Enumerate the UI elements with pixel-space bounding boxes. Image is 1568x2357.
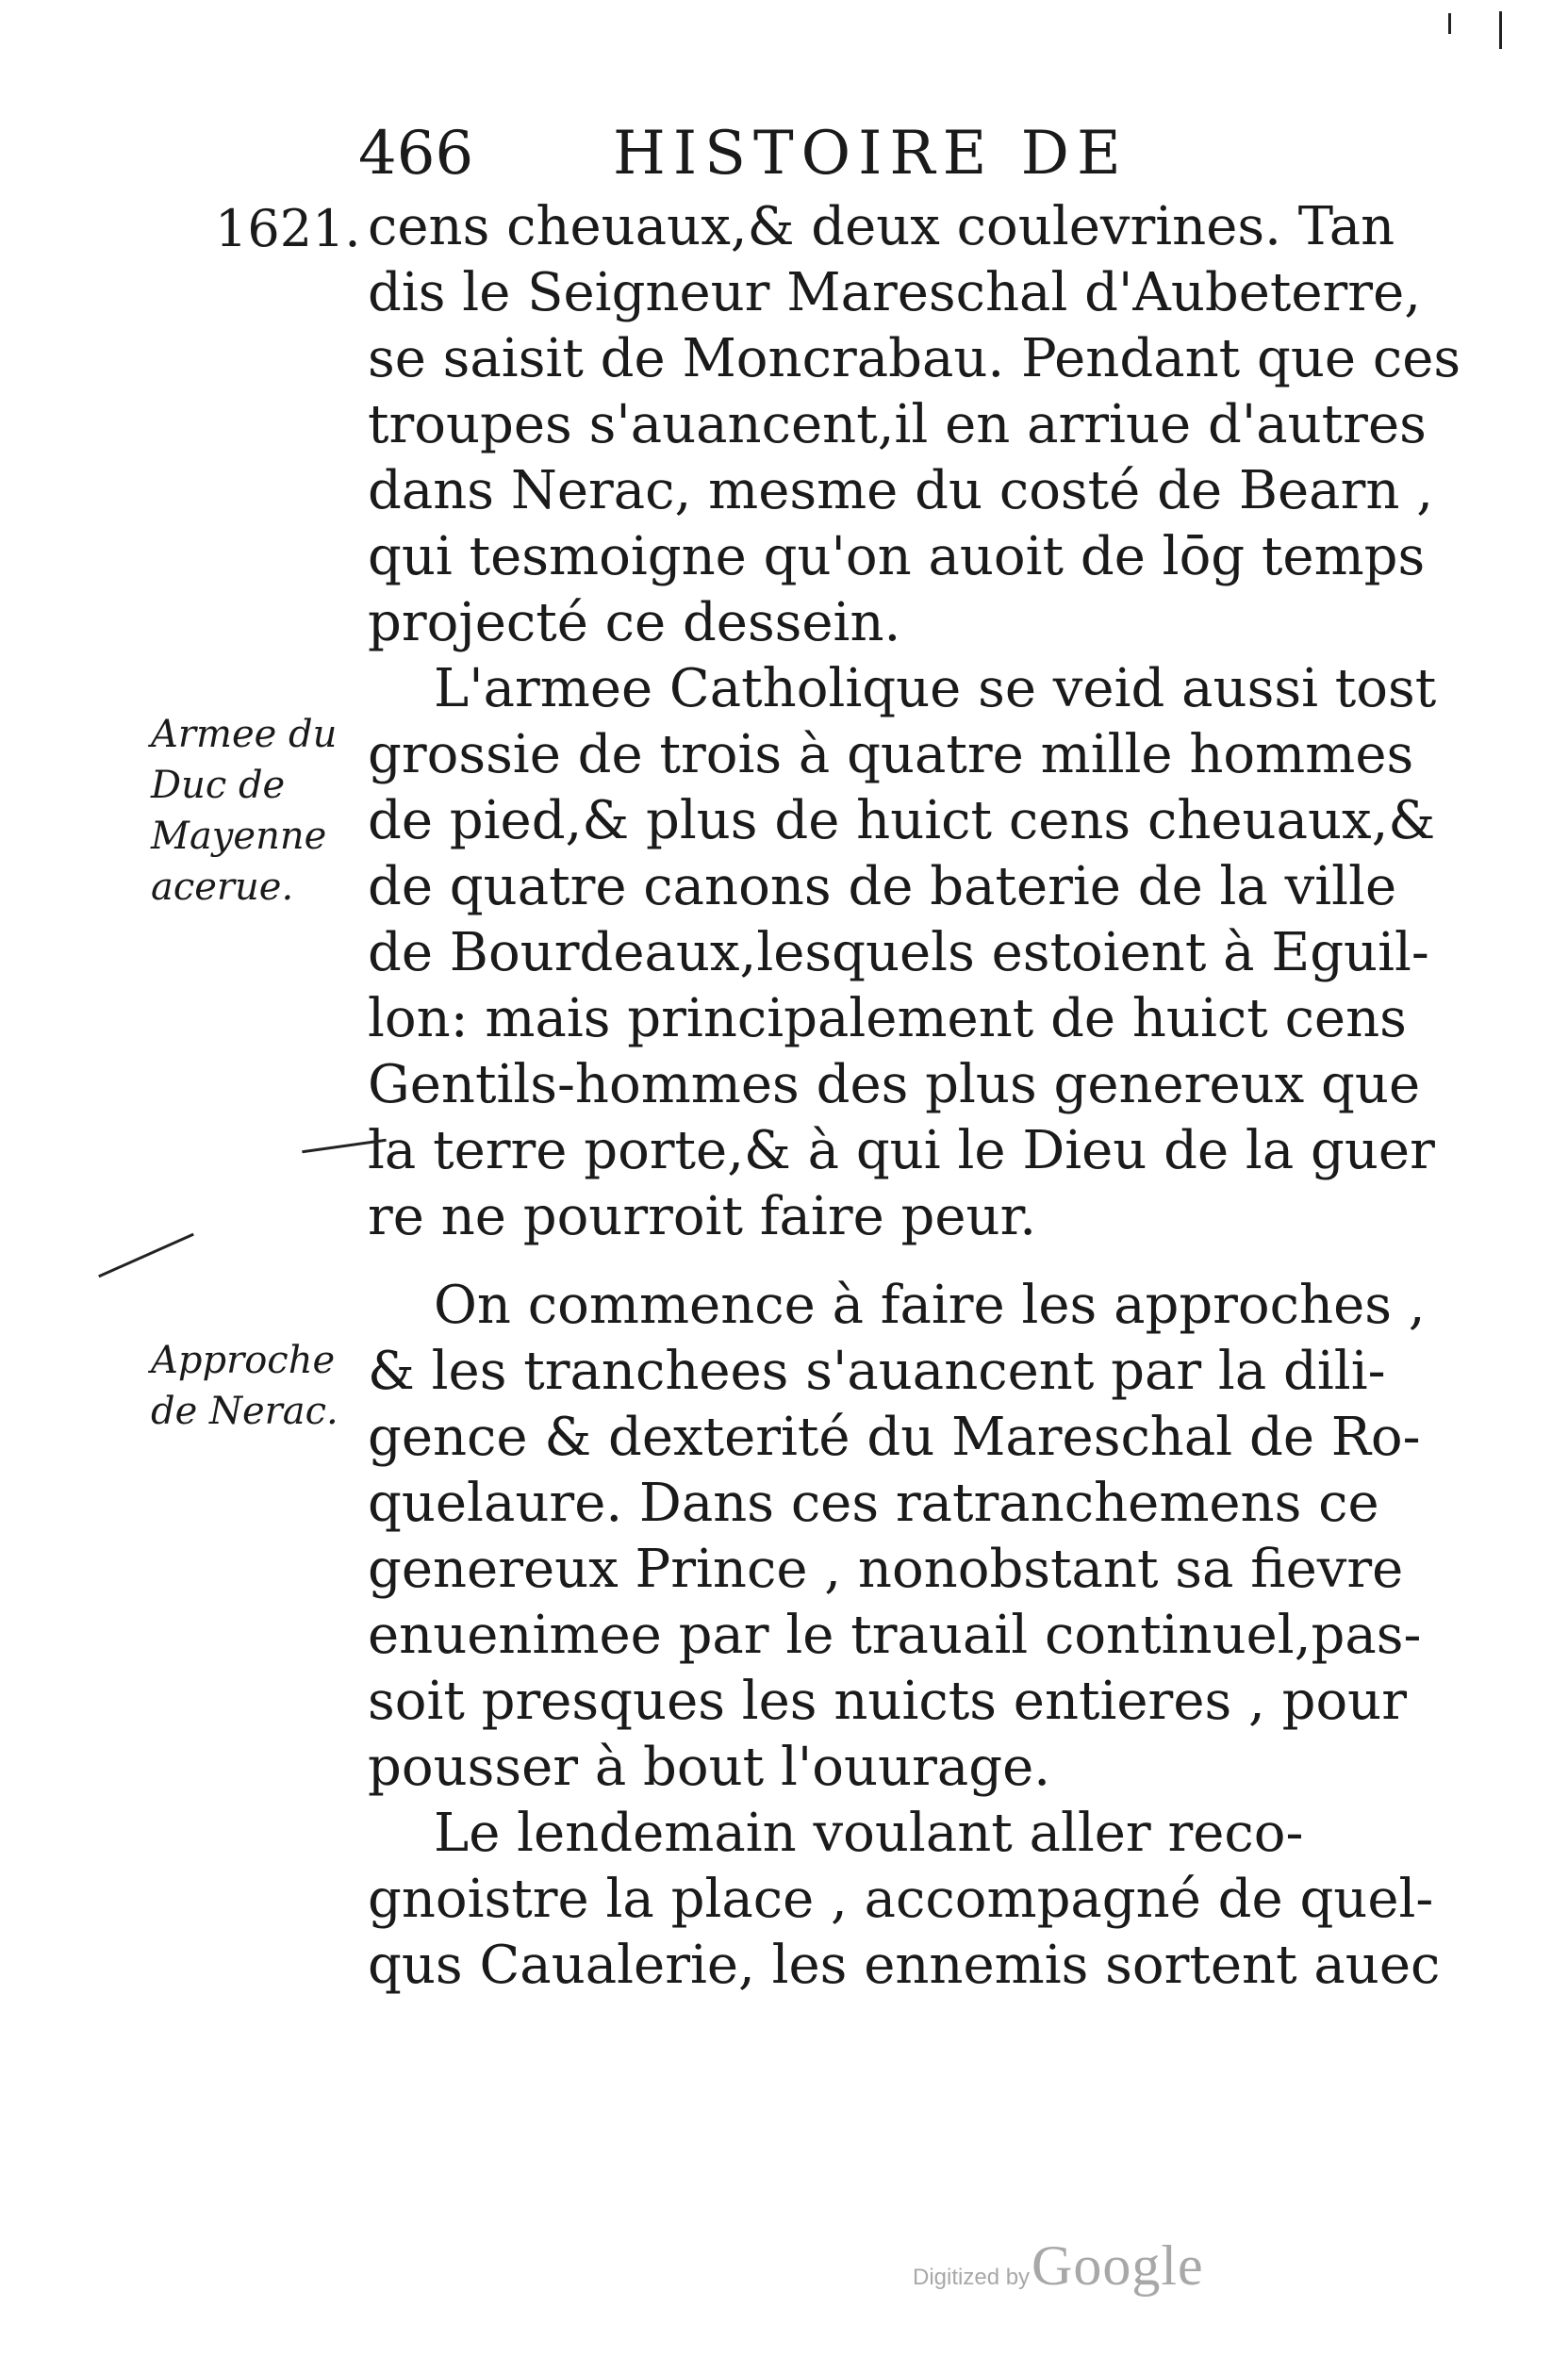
margin-note-approach <box>151 1335 338 1437</box>
text-line: projecté ce dessein. <box>368 592 901 653</box>
paragraph-2 <box>368 656 1437 1250</box>
digitized-by-google-watermark <box>913 2233 1243 2299</box>
text-line: soit presques les nuicts entieres , pour <box>368 1671 1408 1732</box>
pen-stroke-mark <box>98 1233 194 1277</box>
text-line: & les tranchees s'auancent par la dili- <box>368 1341 1386 1402</box>
text-line: de Bourdeaux,lesquels estoient à Eguil- <box>368 922 1429 983</box>
margin-note-line: Duc de <box>151 764 286 807</box>
text-line: pousser à bout l'ouurage. <box>368 1737 1051 1798</box>
margin-year: 1621. <box>215 199 361 258</box>
page-number: 466 <box>358 119 474 189</box>
margin-note-line: Armee du <box>151 713 338 756</box>
paragraph-4 <box>368 1801 1441 1999</box>
text-line: grossie de trois à quatre mille hommes <box>368 724 1414 785</box>
margin-note-line: Mayenne <box>151 815 327 858</box>
text-line: gence & dexterité du Mareschal de Ro- <box>368 1407 1421 1468</box>
running-title: HISTOIRE DE <box>613 119 1129 189</box>
text-line: Gentils-hommes des plus genereux que <box>368 1054 1421 1115</box>
text-line: qus Caualerie, les ennemis sortent auec <box>368 1935 1441 1996</box>
body-text <box>368 194 1461 1999</box>
text-line: de quatre canons de baterie de la ville <box>368 856 1397 917</box>
margin-note-line: de Nerac. <box>151 1390 338 1433</box>
paragraph-3 <box>368 1273 1426 1801</box>
text-line: gnoistre la place , accompagné de quel- <box>368 1869 1434 1930</box>
scan-artifact-mark <box>1499 11 1502 49</box>
text-line: cens cheuaux,& deux coulevrines. Tan <box>368 196 1395 257</box>
text-line: la terre porte,& à qui le Dieu de la guer <box>368 1120 1435 1181</box>
text-line: qui tesmoigne qu'on auoit de lōg temps <box>368 526 1426 587</box>
text-line: dans Nerac, mesme du costé de Bearn , <box>368 460 1434 521</box>
text-line: quelaure. Dans ces ratranchemens ce <box>368 1473 1379 1534</box>
text-line: On commence à faire les approches , <box>434 1275 1426 1336</box>
text-line: Le lendemain voulant aller reco- <box>434 1803 1304 1864</box>
watermark-prefix: Digitized by <box>913 2265 1031 2290</box>
margin-note-army <box>151 709 337 913</box>
text-line: se saisit de Moncrabau. Pendant que ces <box>368 328 1461 389</box>
text-line: dis le Seigneur Mareschal d'Aubeterre, <box>368 262 1422 323</box>
text-line: de pied,& plus de huict cens cheuaux,& <box>368 790 1436 851</box>
margin-note-line: acerue. <box>151 865 294 909</box>
text-line: re ne pourroit faire peur. <box>368 1186 1037 1247</box>
text-line: genereux Prince , nonobstant sa fievre <box>368 1539 1404 1600</box>
paragraph-1 <box>368 194 1461 656</box>
text-line: lon: mais principalement de huict cens <box>368 988 1407 1049</box>
margin-note-line: Approche <box>151 1339 336 1382</box>
text-line: troupes s'auancent,il en arriue d'autres <box>368 394 1427 455</box>
text-line: enuenimee par le trauail continuel,pas- <box>368 1605 1422 1666</box>
page-header <box>358 111 1301 196</box>
scan-artifact-mark <box>1448 13 1451 34</box>
watermark-brand: Google <box>1032 2234 1204 2297</box>
text-line: L'armee Catholique se veid aussi tost <box>434 658 1437 719</box>
paragraph-gap <box>368 1250 1414 1273</box>
